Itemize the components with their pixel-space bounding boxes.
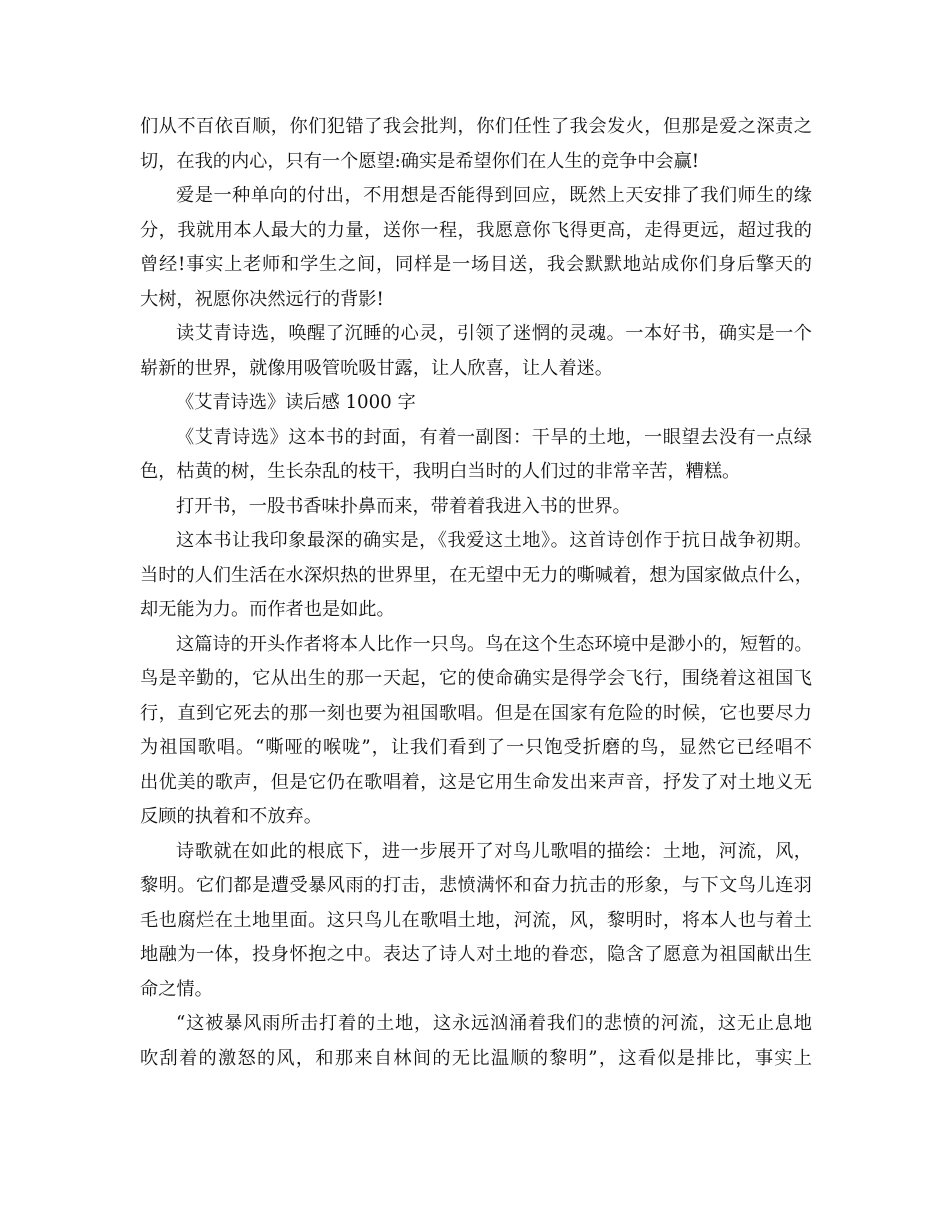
text-line: 为祖国歌唱。“嘶哑的喉咙”，让我们看到了一只饱受折磨的鸟，显然它已经唱不 — [140, 737, 812, 758]
text-line: 出优美的歌声，但是它仍在歌唱着，这是它用生命发出来声音，抒发了对土地义无 — [140, 771, 812, 793]
text-line: 诗歌就在如此的根底下，进一步展开了对鸟儿歌唱的描绘：土地，河流，风， — [176, 840, 812, 862]
text-line: 大树，祝愿你决然远行的背影! — [140, 288, 384, 310]
text-line: 吹刮着的激怒的风，和那来自林间的无比温顺的黎明”，这看似是排比，事实上 — [140, 1047, 812, 1069]
text-line: 命之情。 — [140, 978, 213, 1000]
text-line: 反顾的执着和不放弃。 — [140, 806, 322, 827]
text-line: 行，直到它死去的那一刻也要为祖国歌唱。但是在国家有危险的时候，它也要尽力 — [140, 702, 812, 724]
text-line: “这被暴风雨所击打着的土地，这永远汹涌着我们的悲愤的河流，这无止息地 — [176, 1013, 812, 1034]
text-line: 曾经!事实上老师和学生之间，同样是一场目送，我会默默地站成你们身后擎天的 — [140, 254, 812, 275]
text-line: 地融为一体，投身怀抱之中。表达了诗人对土地的眷恋，隐含了愿意为祖国献出生 — [140, 944, 812, 965]
text-line: 打开书，一股书香味扑鼻而来，带着着我进入书的世界。 — [176, 495, 631, 517]
text-line: 爱是一种单向的付出，不用想是否能得到回应，既然上天安排了我们师生的缘 — [176, 185, 812, 206]
text-line: 毛也腐烂在土地里面。这只鸟儿在歌唱土地，河流，风，黎明时，将本人也与着土 — [140, 909, 812, 931]
text-line: 切，在我的内心，只有一个愿望:确实是希望你们在人生的竞争中会赢! — [140, 150, 700, 172]
text-line: 色，枯黄的树，生长杂乱的枝干，我明白当时的人们过的非常辛苦，糟糕。 — [140, 461, 741, 482]
text-line: 这篇诗的开头作者将本人比作一只鸟。鸟在这个生态环境中是渺小的，短暂的。 — [176, 633, 813, 655]
text-line: 分，我就用本人最大的力量，送你一程，我愿意你飞得更高，走得更远，超过我的 — [140, 219, 812, 241]
text-line: 们从不百依百顺，你们犯错了我会批判，你们任性了我会发火，但那是爱之深责之 — [140, 116, 812, 137]
section-heading: 《艾青诗选》读后感 1000 字 — [176, 392, 416, 413]
text-line: 却无能为力。而作者也是如此。 — [140, 599, 395, 620]
text-line: 黎明。它们都是遭受暴风雨的打击，悲愤满怀和奋力抗击的形象，与下文鸟儿连羽 — [140, 875, 812, 896]
text-line: 《艾青诗选》这本书的封面，有着一副图：干旱的土地，一眼望去没有一点绿 — [176, 426, 812, 448]
text-line: 读艾青诗选，唤醒了沉睡的心灵，引领了迷惘的灵魂。一本好书，确实是一个 — [176, 323, 812, 344]
text-line: 鸟是辛勤的，它从出生的那一天起，它的使命确实是得学会飞行，围绕着这祖国飞 — [140, 668, 812, 689]
text-line: 当时的人们生活在水深炽热的世界里，在无望中无力的嘶喊着，想为国家做点什么， — [140, 564, 813, 586]
document-body — [140, 110, 812, 1076]
text-line: 崭新的世界，就像用吸管吮吸甘露，让人欣喜，让人着迷。 — [140, 357, 613, 379]
text-line: 这本书让我印象最深的确实是，《我爱这土地》。这首诗创作于抗日战争初期。 — [176, 530, 812, 551]
